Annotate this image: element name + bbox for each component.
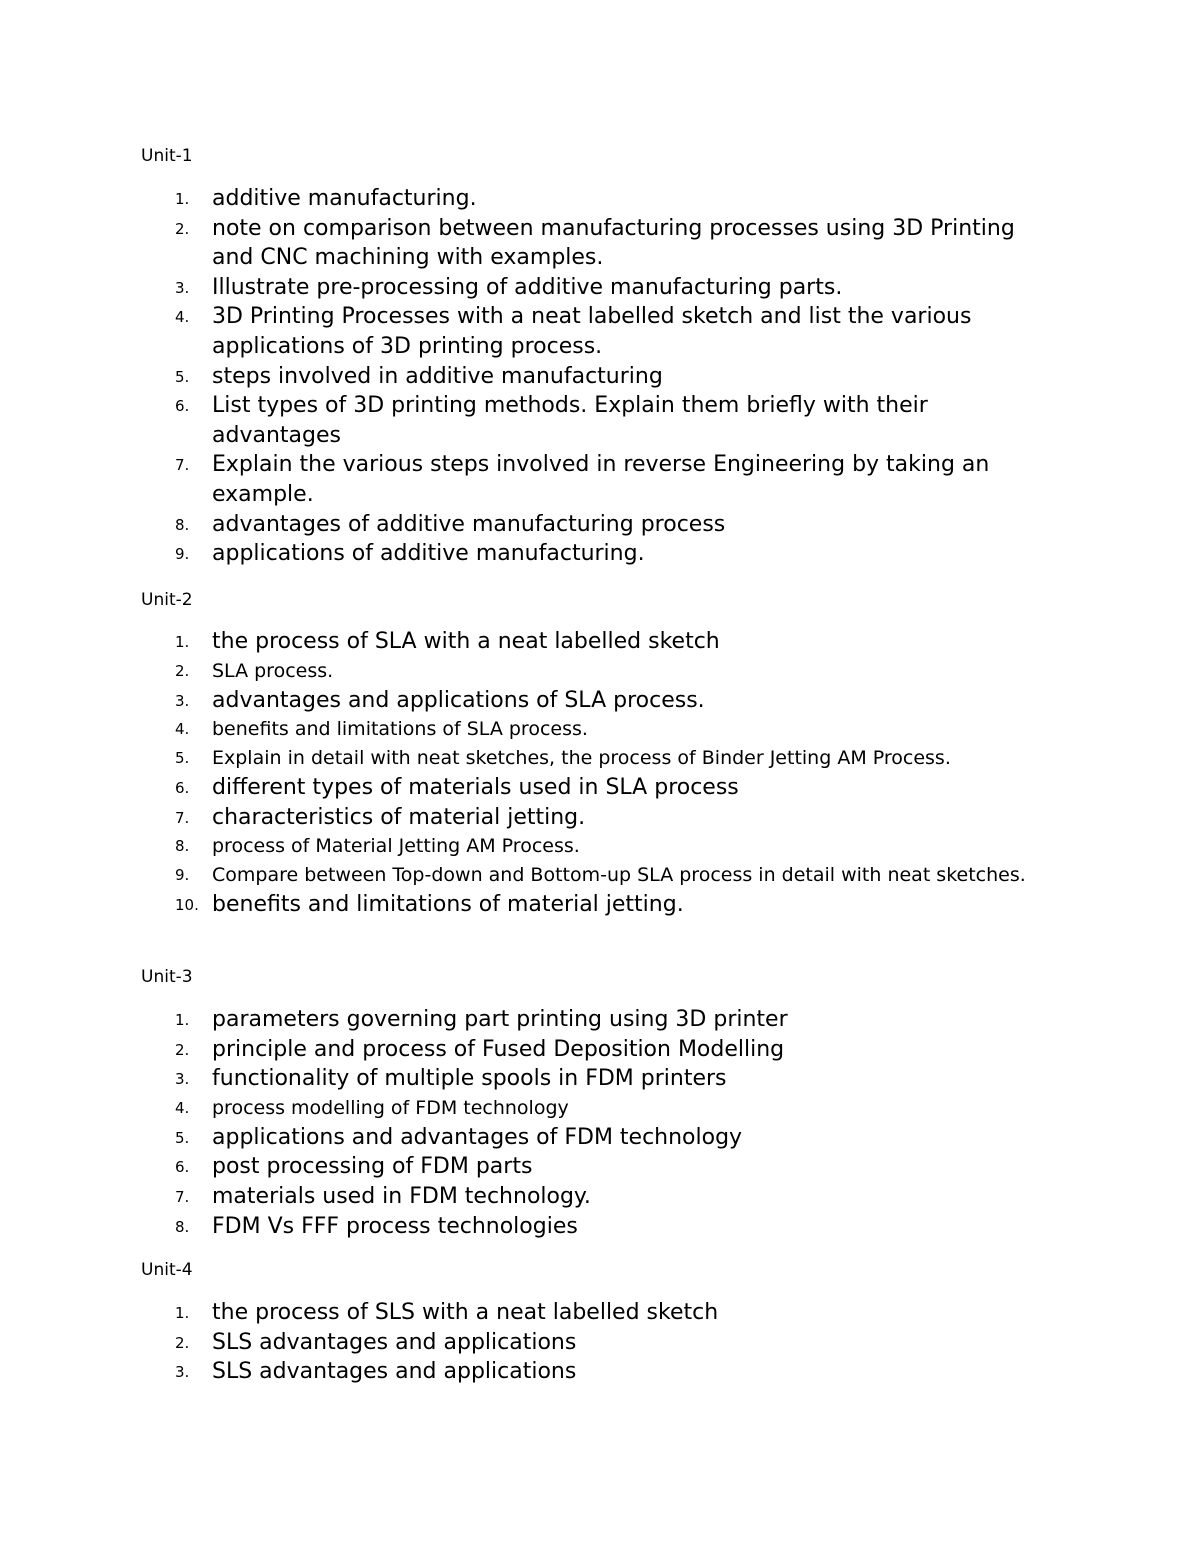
item-text: FDM Vs FFF process technologies xyxy=(212,1213,578,1239)
list-item xyxy=(141,1035,1061,1065)
item-number: 5. xyxy=(175,367,190,386)
item-text: benefits and limitations of SLA process. xyxy=(212,718,588,741)
item-text: different types of materials used in SLA process xyxy=(212,775,739,801)
list-item xyxy=(141,1328,1061,1358)
item-text: note on comparison between manufacturing processes using 3D Printing and CNC machining with examples. xyxy=(212,215,1015,271)
item-number: 3. xyxy=(175,691,190,710)
list-item xyxy=(141,450,1061,509)
list-item xyxy=(141,832,1061,861)
item-text: additive manufacturing. xyxy=(212,186,477,211)
item-text: Illustrate pre-processing of additive manufacturing parts. xyxy=(212,274,843,300)
item-text: process modelling of FDM technology xyxy=(212,1096,569,1119)
list-item xyxy=(141,1298,1061,1328)
unit-heading: Unit-4 xyxy=(141,1260,193,1280)
item-text: advantages and applications of SLA process. xyxy=(212,687,705,713)
item-number: 7. xyxy=(175,456,190,475)
list-item xyxy=(141,1152,1061,1182)
question-list xyxy=(141,1005,1061,1241)
item-text: parameters governing part printing using 3D printer xyxy=(212,1007,788,1032)
item-text: materials used in FDM technology. xyxy=(212,1183,591,1209)
list-item xyxy=(141,302,1061,361)
item-number: 1. xyxy=(175,633,190,651)
item-text: steps involved in additive manufacturing xyxy=(212,363,663,389)
item-number: 2. xyxy=(175,219,190,238)
list-item xyxy=(141,362,1061,392)
list-item xyxy=(141,861,1061,890)
list-item xyxy=(141,773,1061,803)
question-list xyxy=(141,184,1061,569)
item-text: principle and process of Fused Deposition Modelling xyxy=(212,1036,785,1062)
list-item xyxy=(141,803,1061,833)
list-item xyxy=(141,1182,1061,1212)
item-number: 6. xyxy=(175,397,190,416)
item-number: 8. xyxy=(175,837,190,856)
list-item xyxy=(141,214,1061,273)
list-item xyxy=(141,391,1061,450)
item-text: SLS advantages and applications xyxy=(212,1359,577,1385)
item-number: 7. xyxy=(175,808,190,827)
list-item xyxy=(141,184,1061,214)
item-text: post processing of FDM parts xyxy=(212,1154,533,1180)
item-text: SLS advantages and applications xyxy=(212,1329,577,1355)
item-number: 6. xyxy=(175,779,190,798)
list-item xyxy=(141,1357,1061,1387)
item-text: benefits and limitations of material jetting. xyxy=(212,892,684,918)
list-item xyxy=(141,890,1061,920)
list-item xyxy=(141,1123,1061,1153)
item-text: Explain in detail with neat sketches, the process of Binder Jetting AM Process. xyxy=(212,747,951,770)
list-item xyxy=(141,510,1061,540)
item-number: 3. xyxy=(175,1070,190,1089)
list-item xyxy=(141,1212,1061,1242)
list-item xyxy=(141,657,1061,686)
item-number: 4. xyxy=(175,308,190,327)
item-text: process of Material Jetting AM Process. xyxy=(212,835,580,858)
item-text: characteristics of material jetting. xyxy=(212,804,586,830)
item-text: advantages of additive manufacturing process xyxy=(212,511,726,537)
unit-heading: Unit-2 xyxy=(141,590,193,610)
list-item xyxy=(141,1005,1061,1035)
item-number: 1. xyxy=(175,190,190,208)
item-text: applications and advantages of FDM technology xyxy=(212,1124,743,1150)
list-item xyxy=(141,627,1061,657)
item-number: 5. xyxy=(175,1128,190,1147)
item-number: 4. xyxy=(175,720,190,739)
item-text: functionality of multiple spools in FDM printers xyxy=(212,1066,727,1092)
list-item xyxy=(141,1064,1061,1094)
item-text: the process of SLS with a neat labelled sketch xyxy=(212,1300,719,1325)
unit-heading: Unit-3 xyxy=(141,967,193,987)
item-number: 1. xyxy=(175,1304,190,1322)
item-number: 2. xyxy=(175,1040,190,1059)
item-number: 9. xyxy=(175,545,190,564)
item-text: Compare between Top-down and Bottom-up SLA process in detail with neat sketches. xyxy=(212,864,1026,887)
item-text: List types of 3D printing methods. Explain them briefly with their advantages xyxy=(212,393,928,448)
list-item xyxy=(141,686,1061,716)
item-number: 2. xyxy=(175,1333,190,1352)
item-number: 5. xyxy=(175,749,190,768)
list-item xyxy=(141,273,1061,303)
item-number: 10. xyxy=(175,896,199,915)
question-list xyxy=(141,627,1061,920)
list-item xyxy=(141,744,1061,773)
item-number: 3. xyxy=(175,1363,190,1382)
item-number: 1. xyxy=(175,1011,190,1029)
item-number: 6. xyxy=(175,1158,190,1177)
item-number: 8. xyxy=(175,1217,190,1236)
item-text: Explain the various steps involved in reverse Engineering by taking an example. xyxy=(212,452,990,507)
item-text: applications of additive manufacturing. xyxy=(212,541,645,567)
list-item xyxy=(141,539,1061,569)
item-text: SLA process. xyxy=(212,659,334,682)
item-number: 3. xyxy=(175,278,190,297)
question-list xyxy=(141,1298,1061,1387)
item-number: 4. xyxy=(175,1098,190,1117)
item-number: 7. xyxy=(175,1187,190,1206)
item-text: the process of SLA with a neat labelled sketch xyxy=(212,629,720,654)
unit-heading: Unit-1 xyxy=(141,146,193,166)
list-item xyxy=(141,715,1061,744)
item-number: 2. xyxy=(175,661,190,680)
item-number: 8. xyxy=(175,515,190,534)
item-text: 3D Printing Processes with a neat labelled sketch and list the various applications of 3D printing process. xyxy=(212,304,972,359)
item-number: 9. xyxy=(175,866,190,885)
list-item xyxy=(141,1094,1061,1123)
